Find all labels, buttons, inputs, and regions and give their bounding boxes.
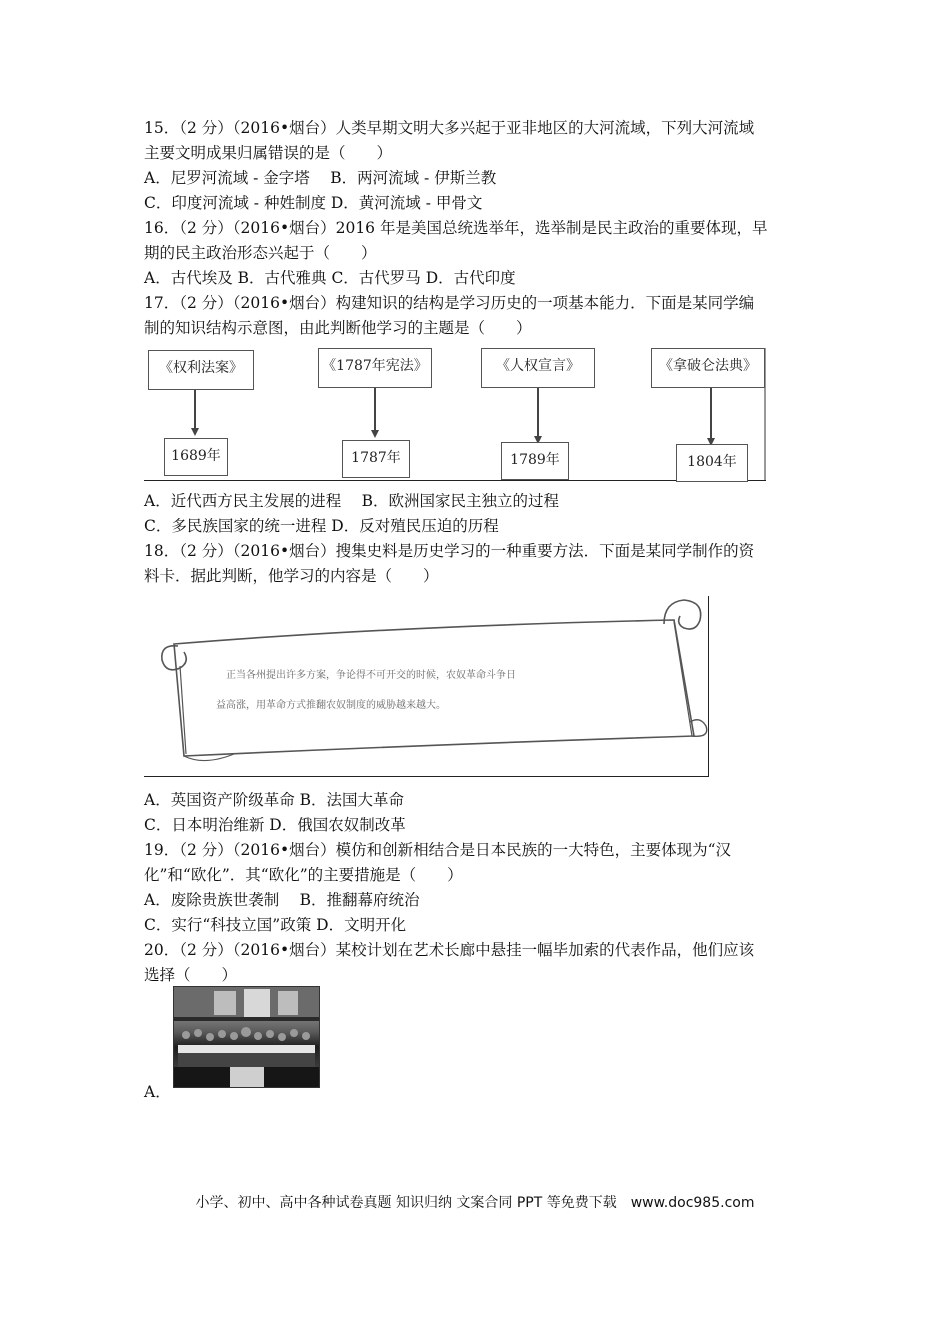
page-footer: 小学、初中、高中各种试卷真题 知识归纳 文案合同 PPT 等免费下载 www.doc985.com xyxy=(195,1195,755,1211)
q16-stem-line2: 期的民主政治形态兴起于（ ） xyxy=(144,244,377,262)
q19-stem-line1: 19．（2 分）（2016•烟台）模仿和创新相结合是日本民族的一大特色，主要体现为“汉 xyxy=(144,841,732,859)
q20-stem-line2: 选择（ ） xyxy=(144,966,238,984)
q15-options-cd: C．印度河流域 - 种姓制度 D．黄河流域 - 甲骨文 xyxy=(144,194,483,212)
doc-box-declaration-rights: 《人权宣言》 xyxy=(481,348,595,388)
year-box-1787: 1787年 xyxy=(342,440,410,478)
arrow-2 xyxy=(374,388,376,432)
arrow-4 xyxy=(710,388,712,440)
doc-box-napoleonic-code: 《拿破仑法典》 xyxy=(651,348,765,388)
doc-box-bill-of-rights: 《权利法案》 xyxy=(148,350,254,390)
scroll-text-line2: 益高涨，用革命方式推翻农奴制度的威胁越来越大。 xyxy=(216,700,446,711)
arrow-3 xyxy=(537,388,539,438)
q16-options: A．古代埃及 B．古代雅典 C．古代罗马 D．古代印度 xyxy=(144,269,516,287)
q20-stem-line1: 20．（2 分）（2016•烟台）某校计划在艺术长廊中悬挂一幅毕加索的代表作品，他们应该 xyxy=(144,941,755,959)
arrow-1-head xyxy=(191,428,199,436)
q18-stem-line2: 料卡．据此判断，他学习的内容是（ ） xyxy=(144,567,439,585)
q15-stem-line2: 主要文明成果归属错误的是（ ） xyxy=(144,144,393,162)
q19-options-ab: A．废除贵族世袭制 B．推翻幕府统治 xyxy=(144,891,420,909)
q18-stem-line1: 18．（2 分）（2016•烟台）搜集史料是历史学习的一种重要方法．下面是某同学制作的资 xyxy=(144,542,755,560)
q17-options-cd: C．多民族国家的统一进程 D．反对殖民压迫的历程 xyxy=(144,517,499,535)
q16-stem-line1: 16．（2 分）（2016•烟台）2016 年是美国总统选举年，选举制是民主政治的重要体现，早 xyxy=(144,219,768,237)
q19-options-cd: C．实行“科技立国”政策 D．文明开化 xyxy=(144,916,407,934)
q15-stem-line1: 15．（2 分）（2016•烟台）人类早期文明大多兴起于亚非地区的大河流域，下列大河流域 xyxy=(144,119,755,137)
scroll-text-line1: 正当各州提出许多方案，争论得不可开交的时候，农奴革命斗争日 xyxy=(226,670,516,681)
scroll-drawing xyxy=(144,596,709,776)
q20-option-a-label: A． xyxy=(144,1083,171,1101)
q17-options-ab: A．近代西方民主发展的进程 B．欧洲国家民主独立的过程 xyxy=(144,492,560,510)
year-box-1804: 1804年 xyxy=(676,444,748,482)
option-a-painting-image xyxy=(173,986,320,1088)
data-card-scroll xyxy=(144,596,709,777)
q18-options-cd: C．日本明治维新 D．俄国农奴制改革 xyxy=(144,816,406,834)
q17-stem-line2: 制的知识结构示意图，由此判断他学习的主题是（ ） xyxy=(144,319,532,337)
year-box-1689: 1689年 xyxy=(164,438,228,476)
arrow-1 xyxy=(194,390,196,430)
q15-options-ab: A．尼罗河流域 - 金字塔 B．两河流域 - 伊斯兰教 xyxy=(144,169,497,187)
q18-options-ab: A．英国资产阶级革命 B．法国大革命 xyxy=(144,791,405,809)
q17-stem-line1: 17．（2 分）（2016•烟台）构建知识的结构是学习历史的一项基本能力．下面是某同学编 xyxy=(144,294,755,312)
knowledge-structure-diagram xyxy=(144,344,766,481)
painting-drawing xyxy=(174,987,319,1087)
q19-stem-line2: 化”和“欧化”．其“欧化”的主要措施是（ ） xyxy=(144,866,463,884)
doc-box-1787-constitution: 《1787年宪法》 xyxy=(318,348,432,388)
arrow-2-head xyxy=(371,430,379,438)
year-box-1789: 1789年 xyxy=(501,442,569,480)
